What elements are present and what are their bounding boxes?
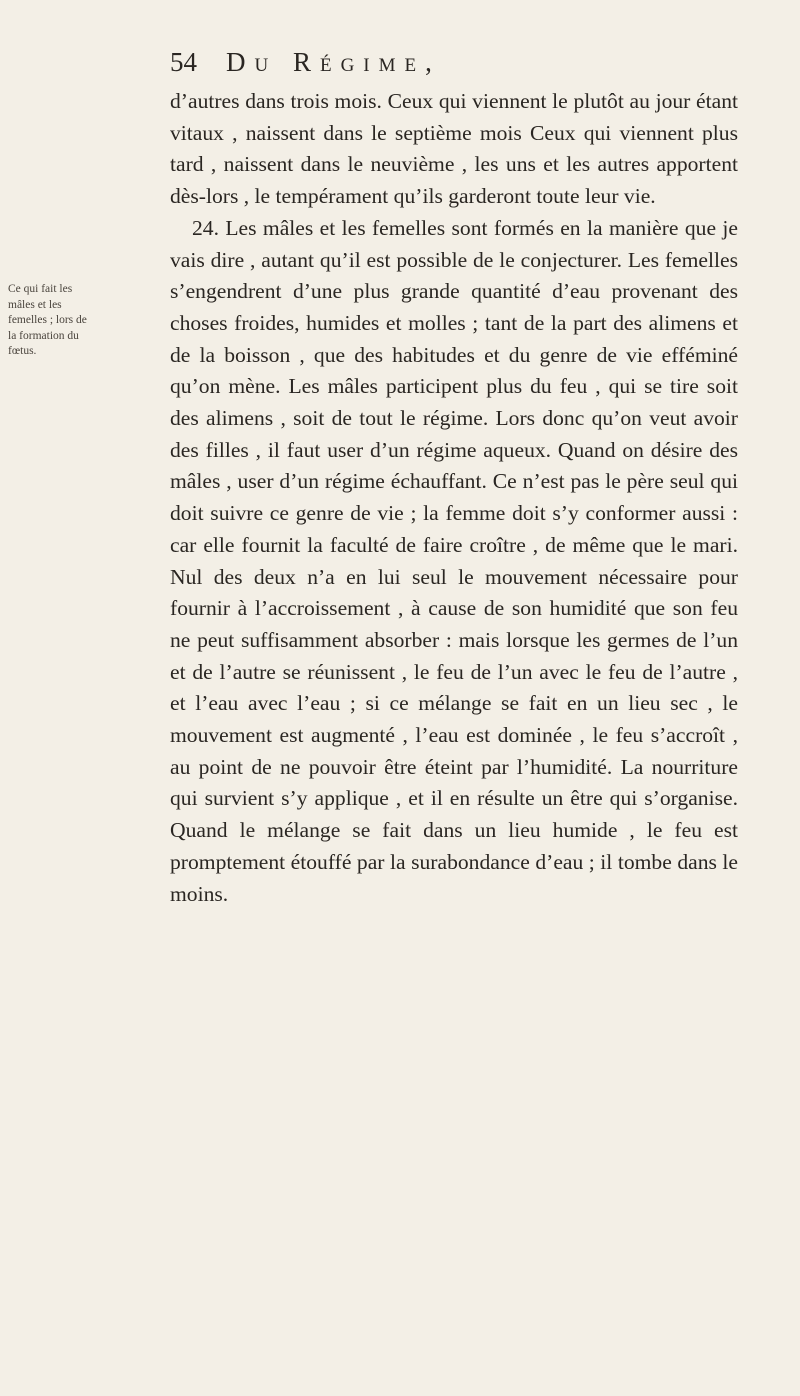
margin-note: Ce qui fait les mâles et les femelles ; lors de la formation du fœtus. <box>8 283 87 358</box>
page-number: 54 <box>170 47 197 77</box>
paragraph-continuation: d’autres dans trois mois. Ceux qui viennent le plutôt au jour étant vitaux , naissent dans le septième mois Ceux qui viennent plus tard , naissent dans le neuvième , les uns et les autres apportent dès-lors , le tempérament qu’ils garderont toute leur vie. <box>170 89 738 209</box>
paragraph-24: 24. Les mâles et les femelles sont formés en la manière que je vais dire , autant qu’il est possible de le conjecturer. Les femelles s’engendrent d’une plus grande quantité d’eau provenant des choses froides, humides et molles ; tant de la part des alimens et de la boisson , que des habitudes et du genre de vie efféminé qu’on mène. Les mâles participent plus du feu , qui se tire soit des alimens , soit de tout le régime. Lors donc qu’on veut avoir des filles , il faut user d’un régime aqueux. Quand on désire des mâles , user d’un régime échauffant. Ce n’est pas le père seul qui doit suivre ce genre de vie ; la femme doit s’y conformer aussi : car elle fournit la faculté de faire croître , de même que le mari. Nul des deux n’a en lui seul le mouvement nécessaire pour fournir à l’accroissement , à cause de son humidité que son feu ne peut suffisamment absorber : mais lorsque les germes de l’un et de l’autre se réunissent , le feu de l’un avec le feu de l’autre , et l’eau avec l’eau ; si ce mélange se fait en un lieu sec , le mouvement est augmenté , l’eau est dominée , le feu s’accroît , au point de ne pouvoir être éteint par l’humidité. La nourriture qui survient s’y applique , et il en résulte un être qui s’organise. Quand le mélange se fait dans un lieu humide , le feu est promptement étouffé par la surabondance d’eau ; il tombe dans le moins. <box>170 215 738 906</box>
running-head <box>170 40 730 84</box>
running-title: Du Régime, <box>226 47 441 77</box>
body-text <box>170 86 738 910</box>
